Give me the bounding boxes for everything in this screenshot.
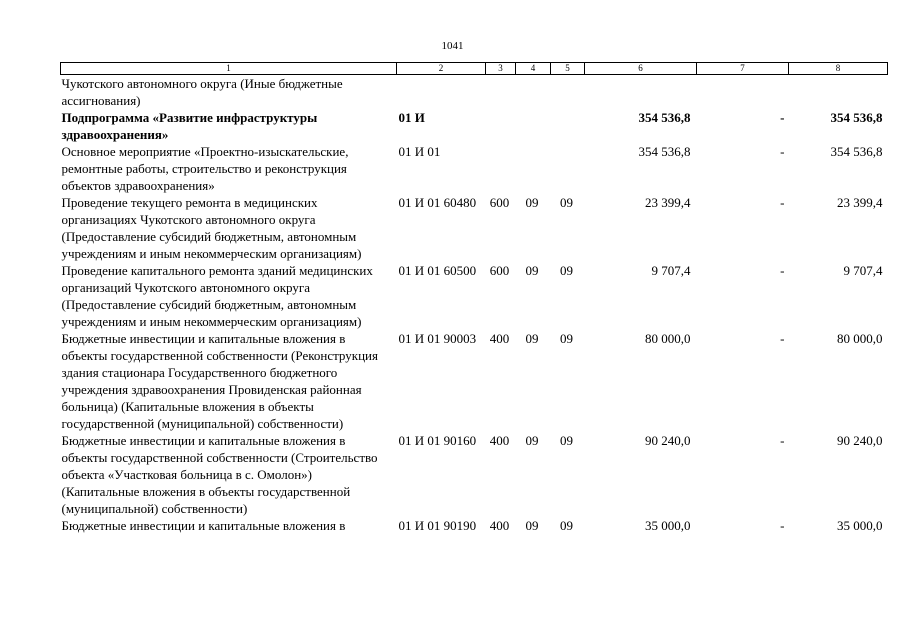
row-total-cell: 90 240,0: [837, 433, 883, 448]
row-total-cell: 80 000,0: [837, 331, 883, 346]
row-change-cell: [697, 75, 789, 110]
row-total-cell: 9 707,4: [843, 263, 883, 278]
row-subsection-cell: [551, 75, 585, 110]
row-subsection-cell: 09: [560, 331, 573, 346]
row-code-cell: 01 И 01: [398, 144, 441, 159]
row-section-cell: [516, 143, 551, 194]
row-name-cell: Проведение капитального ремонта зданий медицинских организаций Чукотского автономного округа (Предоставление субсидий бюджетным, автономным учреждениям и иным некоммерческим организациям): [61, 263, 373, 329]
column-header: 1: [61, 63, 397, 75]
column-header: 3: [486, 63, 516, 75]
row-change-cell: -: [780, 144, 785, 159]
row-subsection-cell: 09: [560, 263, 573, 278]
row-code-cell: 01 И 01 90160: [398, 433, 477, 448]
row-amount-cell: 35 000,0: [645, 518, 691, 533]
row-name-cell: Бюджетные инвестиции и капитальные вложения в объекты государственной собственности (Реконструкция здания стационара Государственного бюджетного учреждения здравоохранения Провиденская районная больница) (Капитальные вложения в объекты государственной (муниципальной) собственности): [61, 331, 378, 431]
row-code-cell: 01 И 01 90190: [398, 518, 477, 533]
table-row: [61, 143, 888, 194]
column-header: 6: [585, 63, 697, 75]
row-amount-cell: 354 536,8: [638, 144, 691, 159]
row-amount-cell: 23 399,4: [645, 195, 691, 210]
row-change-cell: -: [780, 263, 785, 278]
table-body: [61, 75, 888, 535]
row-total-cell: [789, 75, 888, 110]
row-expense-type-cell: 400: [489, 331, 510, 346]
table-row: [61, 432, 888, 517]
row-amount-cell: 9 707,4: [651, 263, 691, 278]
table-header-row: [61, 63, 888, 75]
row-subsection-cell: 09: [560, 433, 573, 448]
row-expense-type-cell: [486, 75, 516, 110]
row-change-cell: -: [780, 110, 785, 125]
row-expense-type-cell: [486, 143, 516, 194]
row-section-cell: 09: [525, 331, 539, 346]
row-section-cell: [516, 75, 551, 110]
table-row: [61, 109, 888, 143]
row-code-cell: 01 И 01 90003: [398, 331, 477, 346]
row-name-cell: Чукотского автономного округа (Иные бюджетные ассигнования): [61, 76, 343, 108]
row-code-cell: 01 И 01 60480: [398, 195, 477, 210]
row-expense-type-cell: 600: [489, 195, 510, 210]
row-total-cell: 354 536,8: [830, 110, 883, 125]
row-amount-cell: [585, 75, 697, 110]
row-change-cell: -: [780, 331, 785, 346]
table-row: [61, 517, 888, 534]
row-expense-type-cell: 400: [489, 518, 510, 533]
row-subsection-cell: 09: [560, 518, 573, 533]
column-header: 7: [697, 63, 789, 75]
row-name-cell: Бюджетные инвестиции и капитальные вложения в объекты государственной собственности (Строительство объекта «Участковая больница в с. Омолон») (Капитальные вложения в объекты государственной (муниципальной) собственности): [61, 433, 378, 516]
row-total-cell: 23 399,4: [837, 195, 883, 210]
column-header: 2: [397, 63, 486, 75]
row-subsection-cell: 09: [560, 195, 573, 210]
row-change-cell: -: [780, 433, 785, 448]
row-code-cell: [397, 75, 486, 110]
row-change-cell: -: [780, 195, 785, 210]
row-expense-type-cell: 400: [489, 433, 510, 448]
column-header: 8: [789, 63, 888, 75]
row-subsection-cell: [551, 109, 585, 143]
row-name-cell: Проведение текущего ремонта в медицинских организациях Чукотского автономного округа (Предоставление субсидий бюджетным, автономным учреждениям и иным некоммерческим организациям): [61, 195, 362, 261]
row-section-cell: 09: [525, 433, 539, 448]
column-header: 4: [516, 63, 551, 75]
row-expense-type-cell: 600: [489, 263, 510, 278]
row-subsection-cell: [551, 143, 585, 194]
row-section-cell: [516, 109, 551, 143]
row-name-cell: Основное мероприятие «Проектно-изыскательские, ремонтные работы, строительство и реконструкция объектов здравоохранения»: [61, 144, 349, 193]
table-row: [61, 330, 888, 432]
row-section-cell: 09: [525, 195, 539, 210]
table-row: [61, 75, 888, 110]
row-code-cell: 01 И 01 60500: [398, 263, 477, 278]
table-row: [61, 194, 888, 262]
row-expense-type-cell: [486, 109, 516, 143]
budget-table: [60, 62, 888, 534]
row-amount-cell: 90 240,0: [645, 433, 691, 448]
row-amount-cell: 80 000,0: [645, 331, 691, 346]
row-amount-cell: 354 536,8: [638, 110, 691, 125]
row-section-cell: 09: [525, 518, 539, 533]
page-number: 1041: [441, 40, 464, 52]
column-header: 5: [551, 63, 585, 75]
row-total-cell: 35 000,0: [837, 518, 883, 533]
row-change-cell: -: [780, 518, 785, 533]
table-row: [61, 262, 888, 330]
row-section-cell: 09: [525, 263, 539, 278]
row-name-cell: Подпрограмма «Развитие инфраструктуры здравоохранения»: [61, 110, 318, 142]
row-total-cell: 354 536,8: [830, 144, 883, 159]
row-name-cell: Бюджетные инвестиции и капитальные вложения в: [61, 518, 346, 533]
row-code-cell: 01 И: [398, 110, 425, 125]
